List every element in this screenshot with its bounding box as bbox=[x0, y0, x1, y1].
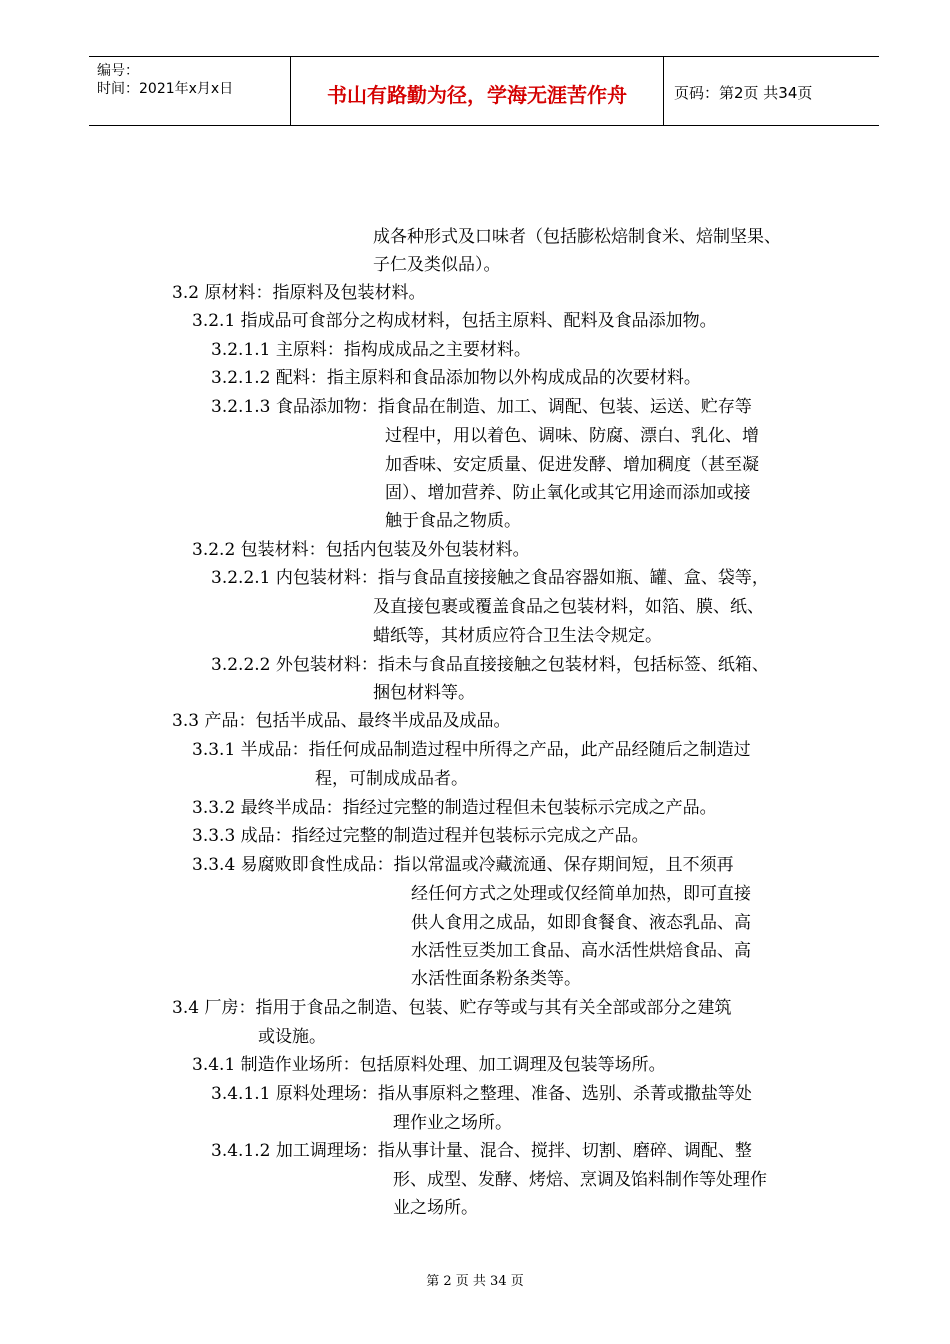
body-line: 形、成型、发酵、烤焙、烹调及馅料制作等处理作 bbox=[393, 1170, 767, 1190]
body-line: 3.4.1.1 原料处理场：指从事原料之整理、准备、选别、杀菁或撒盐等处 bbox=[211, 1084, 752, 1104]
page-footer: 第 2 页 共 34 页 bbox=[426, 1274, 524, 1289]
body-line: 3.2.2.1 内包装材料：指与食品直接接触之食品容器如瓶、罐、盒、袋等， bbox=[211, 568, 769, 588]
body-line: 及直接包裹或覆盖食品之包装材料，如箔、膜、纸、 bbox=[373, 597, 764, 617]
body-line: 理作业之场所。 bbox=[393, 1113, 512, 1133]
body-line: 3.4.1.2 加工调理场：指从事计量、混合、搅拌、切割、磨碎、调配、整 bbox=[211, 1141, 752, 1161]
body-line: 蜡纸等，其材质应符合卫生法令规定。 bbox=[373, 626, 662, 646]
section-heading: 3.3 产品：包括半成品、最终半成品及成品。 bbox=[172, 711, 511, 731]
body-line: 3.2.1.1 主原料：指构成成品之主要材料。 bbox=[211, 340, 531, 360]
body-line: 3.2.1 指成品可食部分之构成材料，包括主原料、配料及食品添加物。 bbox=[192, 311, 717, 331]
body-line: 程，可制成成品者。 bbox=[315, 769, 468, 789]
body-line: 捆包材料等。 bbox=[373, 683, 475, 703]
section-heading: 3.4 厂房：指用于食品之制造、包装、贮存等或与其有关全部或部分之建筑 bbox=[172, 998, 732, 1018]
body-line: 3.2.2 包装材料：包括内包装及外包装材料。 bbox=[192, 540, 530, 560]
header-page-cell bbox=[664, 57, 879, 125]
body-line: 过程中，用以着色、调味、防腐、漂白、乳化、增 bbox=[385, 426, 759, 446]
body-line: 成各种形式及口味者（包括膨松焙制食米、焙制坚果、 bbox=[373, 227, 781, 247]
document-time-label: 时间：2021年x月x日 bbox=[97, 81, 234, 97]
body-line: 3.4.1 制造作业场所：包括原料处理、加工调理及包装等场所。 bbox=[192, 1055, 666, 1075]
header-page-info: 页码：第2页 共34页 bbox=[674, 84, 813, 102]
body-line: 经任何方式之处理或仅经简单加热，即可直接 bbox=[411, 884, 751, 904]
header-meta-cell bbox=[89, 57, 291, 125]
body-line: 供人食用之成品，如即食餐食、液态乳品、高 bbox=[411, 913, 751, 933]
body-line: 3.3.1 半成品：指任何成品制造过程中所得之产品，此产品经随后之制造过 bbox=[192, 740, 751, 760]
body-line: 3.2.1.2 配料：指主原料和食品添加物以外构成成品的次要材料。 bbox=[211, 368, 701, 388]
header-motto: 书山有路勤为径，学海无涯苦作舟 bbox=[327, 83, 627, 107]
body-line: 子仁及类似品）。 bbox=[373, 255, 501, 275]
body-line: 固）、增加营养、防止氧化或其它用途而添加或接 bbox=[385, 483, 751, 503]
body-line: 3.3.4 易腐败即食性成品：指以常温或冷藏流通、保存期间短，且不须再 bbox=[192, 855, 734, 875]
body-line: 3.2.2.2 外包装材料：指未与食品直接接触之包装材料，包括标签、纸箱、 bbox=[211, 655, 769, 675]
body-line: 水活性豆类加工食品、高水活性烘焙食品、高 bbox=[411, 941, 751, 961]
body-line: 触于食品之物质。 bbox=[385, 511, 521, 531]
page-header bbox=[89, 56, 879, 126]
document-number-label: 编号： bbox=[97, 63, 139, 79]
header-motto-cell bbox=[291, 57, 664, 125]
body-line: 3.3.2 最终半成品：指经过完整的制造过程但未包装标示完成之产品。 bbox=[192, 798, 717, 818]
body-line: 3.2.1.3 食品添加物：指食品在制造、加工、调配、包装、运送、贮存等 bbox=[211, 397, 752, 417]
body-line: 业之场所。 bbox=[393, 1198, 478, 1218]
body-line: 或设施。 bbox=[258, 1027, 326, 1047]
body-line: 加香味、安定质量、促进发酵、增加稠度（甚至凝 bbox=[385, 455, 759, 475]
section-heading: 3.2 原材料：指原料及包装材料。 bbox=[172, 283, 426, 303]
body-line: 水活性面条粉条类等。 bbox=[411, 969, 581, 989]
body-line: 3.3.3 成品：指经过完整的制造过程并包装标示完成之产品。 bbox=[192, 826, 649, 846]
